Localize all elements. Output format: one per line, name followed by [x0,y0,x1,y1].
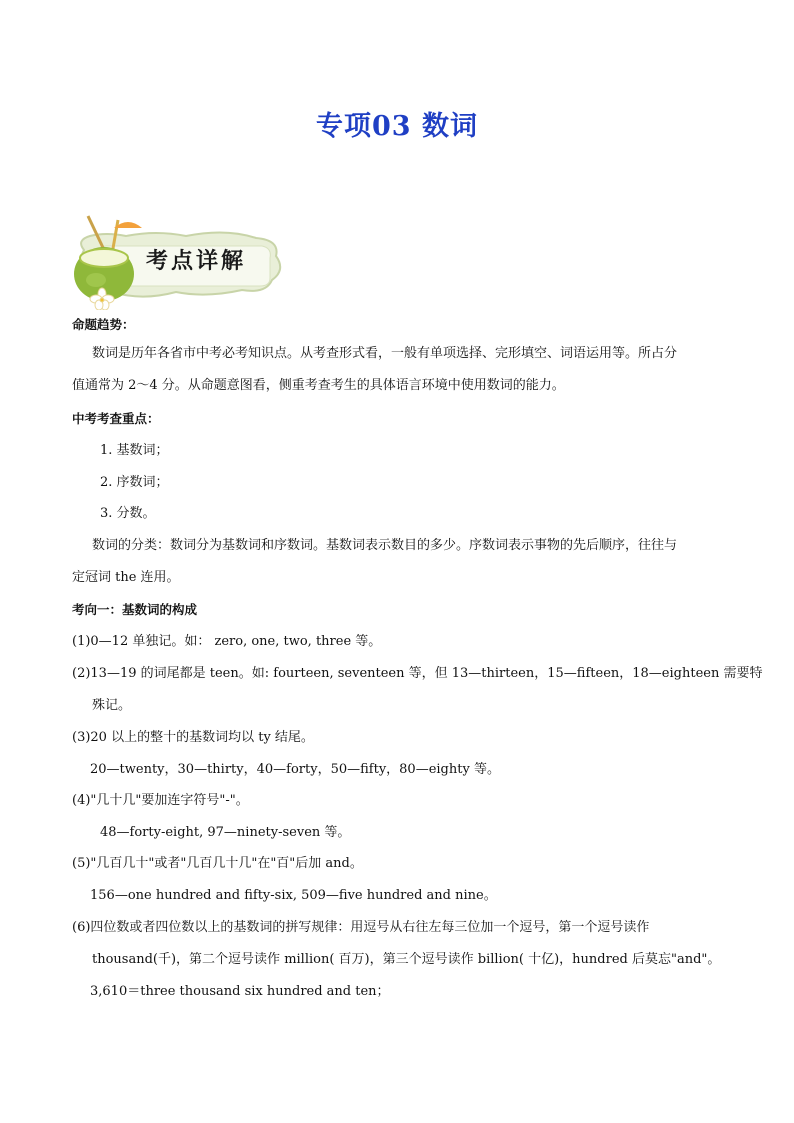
rule-4-example: 48—forty-eight, 97—ninety-seven 等。 [100,825,351,840]
rule-6-line1: (6)四位数或者四位数以上的基数词的拼写规律：用逗号从右往左每三位加一个逗号，第一个逗号读作 [72,920,650,935]
trend-paragraph-line2: 值通常为 2～4 分。从命题意图看，侧重考查考生的具体语言环境中使用数词的能力。 [72,378,565,393]
focus-item-3: 3. 分数。 [100,506,156,521]
banner-label: 考点详解 [146,248,247,274]
classification-line1: 数词的分类：数词分为基数词和序数词。基数词表示数目的多少。序数词表示事物的先后顺序，往往与 [92,538,678,553]
trend-heading: 命题趋势： [72,317,135,332]
rule-1: (1)0—12 单独记。如： zero, one, two, three 等。 [72,634,382,649]
focus-item-2: 2. 序数词； [100,475,169,490]
rule-3: (3)20 以上的整十的基数词均以 ty 结尾。 [72,730,314,745]
page-title: 专项03 数词 [316,111,478,142]
rule-3-example: 20—twenty，30—thirty，40—forty，50—fifty，80—eighty 等。 [90,762,500,777]
rule-5-example: 156—one hundred and fifty-six, 509—five hundred and nine。 [90,888,497,903]
rule-4: (4)"几十几"要加连字符号"-"。 [72,793,249,808]
focus-item-1: 1. 基数词； [100,443,169,458]
classification-line2: 定冠词 the 连用。 [72,570,180,585]
rule-2-line2: 殊记。 [92,698,132,713]
rule-2-line1: (2)13—19 的词尾都是 teen。如: fourteen, seventeen 等，但 13—thirteen，15—fifteen，18—eighteen 需要特 [72,666,763,681]
rule-5: (5)"几百几十"或者"几百几十几"在"百"后加 and。 [72,856,363,871]
rule-6-line2: thousand(千)，第二个逗号读作 million( 百万)，第三个逗号读作 billion( 十亿)，hundred 后莫忘"and"。 [92,952,721,967]
focus-heading: 中考考查重点： [72,411,160,426]
trend-paragraph-line1: 数词是历年各省市中考必考知识点。从考查形式看，一般有单项选择、完形填空、词语运用等。所占分 [92,346,678,361]
section-banner [66,210,288,310]
rule-6-example: 3,610＝three thousand six hundred and ten； [90,984,390,999]
section-heading-cardinal: 考向一：基数词的构成 [72,602,198,617]
